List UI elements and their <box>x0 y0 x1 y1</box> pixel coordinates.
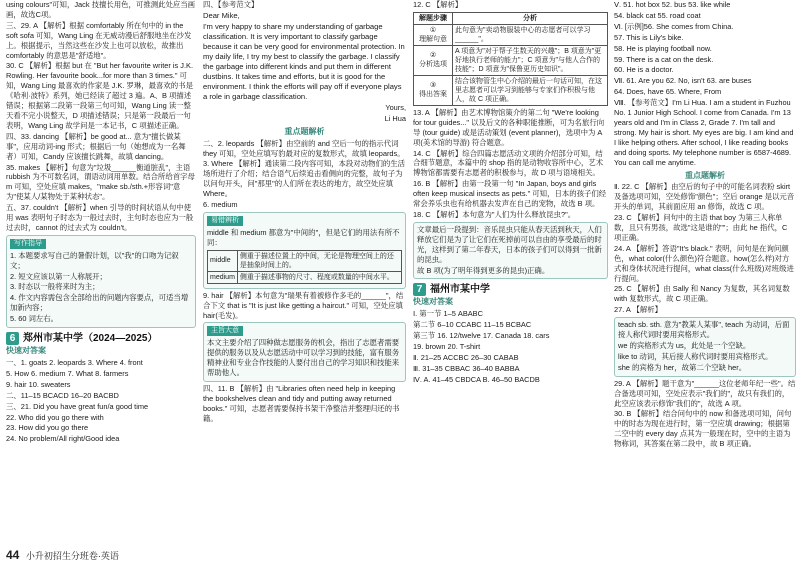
key-analysis-title: 重点题解析 <box>685 170 725 180</box>
answer-line: 59. There is a cat on the desk. <box>614 54 714 64</box>
q29: 29. A 【解析】题干意为"______这位老师年纪一些"。结合备选项可知，空处应表示"我们的"，故只有我们的，此空应该表示修饰"我们的"，故选 A 项。 <box>614 378 796 408</box>
grammar-note: like to 动词，其后接人称代词时要用宾格形式。 <box>618 351 773 361</box>
answer-line: 5. How 6. medium 7. What 8. farmers <box>6 368 129 378</box>
analysis-paragraph: 四、33. dancing 【解析】be good at... 意为"擅长做某事"，应用动词-ing 形式；根据后一句（她想成为一名舞者）可知，Candy 应该擅长跳舞，故填 dancing。 <box>6 131 186 161</box>
key-analysis-title: 重点题解析 <box>284 126 325 136</box>
answer-line: 58. He is playing football now. <box>614 43 712 53</box>
table-cell: 结合该物管生中心介绍的最后一句话可知，在这里志愿者可以学习到能够与专家们作积极与他人，故 C 项正确。 <box>453 75 608 105</box>
q18-explain: 文章最后一段提到：音乐昆虫只能从春天活到秋天，人们释放它们是为了让它们在死掉前可以自由的享受最后的时光，这样到了第二年春天，日本的孩子们可以得到一批新的昆虫。 <box>417 224 602 264</box>
letter-signature: Li Hua <box>384 113 406 123</box>
letter-closing: Yours, <box>385 102 406 112</box>
table-cell: ③ 得出答案 <box>414 75 453 105</box>
answer-line: 第二节 6–10 CCABC 11–15 BCBAC <box>413 320 532 330</box>
letter-paragraph: Dear Mike, <box>203 10 240 20</box>
column-3 <box>413 0 608 544</box>
answer-line: Ⅲ. 31–35 CBBAC 36–40 BABBA <box>413 363 520 373</box>
main-idea-title: 主旨大意 <box>207 326 243 336</box>
q30: 30. B 【解析】结合问句中的 now 和备选项可知，问句中的时态为现在进行时，第一空应填 drawing；根据第二空中的 every day 点其为一般现在时，空中的主语为物称词，其答案在第二段中，故 B 项正确。 <box>614 409 792 449</box>
answer-line: 60. He is a doctor. <box>614 65 674 75</box>
answer-line: 23. How did you go there <box>6 423 89 433</box>
analysis-paragraph: 三、29. A 【解析】根据 comfortably 所在句中的 in the soft sofa 可知，Wang Ling 在无威动漫后舒服地坐在沙发上。根据提示，当然这些在沙发上也可以放松，故推出 comfortably 的意思是"舒适地"。 <box>6 20 192 60</box>
table-cell: medium <box>208 271 238 283</box>
steps-table <box>413 12 608 106</box>
writing-guide-item: 5. 60 词左右。 <box>10 314 59 324</box>
answer-line: 24. No problem/All right/Good idea <box>6 434 120 444</box>
analysis-paragraph: 27. A 【解析】 <box>614 305 663 315</box>
letter-heading: 四、【参考范文】 <box>203 0 259 9</box>
writing-guide-item: 1. 本题要求写自己的暑假计划，以"我"的口吻为记叙文； <box>10 250 179 270</box>
answer-line: Ⅱ. 21–25 ACCBC 26–30 CABAB <box>413 352 519 362</box>
analysis-paragraph: 23. C 【解析】问句中的主语 that boy 为第三人称单数，且只有男孩，故选"这是谁的""；由此 he 指代，C 项正确。 <box>614 213 788 242</box>
answer-line: Ⅳ. A. 41–45 CBDCA B. 46–50 BACDB <box>413 374 540 384</box>
q18-explain-box <box>413 222 608 280</box>
table-row <box>208 271 402 283</box>
analysis-paragraph: 3. Where 【解析】通读第二段内容可知，本段对动物们的生活场所进行了介绍；结合语气后续追击看侧向的完整，故句子为以问句开头，问"那里"的人们所在表达的地方，故空处应填 Where。 <box>203 159 406 199</box>
q18-conclusion: 故 B 项(为了明年得到更多的昆虫)正确。 <box>417 265 550 275</box>
writing-guide-item: 4. 作文内容需包含全部给出的问题内容要点，可适当增加新内容； <box>10 293 189 313</box>
writing-guide-item: 3. 时态以一般将来时为主； <box>10 282 100 292</box>
table-cell: 此句意为"卖动物服装中心的志愿者可以学习______"。 <box>453 24 608 45</box>
column-2 <box>203 0 406 544</box>
analysis-paragraph: 24. A 【解析】答语"It's black." 表明，问句是在询问颜色，what color(什么颜色)符合题意。how(怎么样)对方式和身体状况进行提问，what class(什么班级)对班级进行提问。 <box>614 243 794 283</box>
quick-answers-title: 快速对答案 <box>6 346 46 356</box>
page-footer <box>6 548 119 562</box>
analysis-paragraph: 25. C 【解析】由 Sally 和 Nancy 为复数，其名词复数 with 复数形式，故 C 项正确。 <box>614 284 790 304</box>
book-title: 小升初招生分班卷·英语 <box>25 551 119 561</box>
table-cell: ② 分析选项 <box>414 45 453 75</box>
tip-title: 易错辨析 <box>207 216 243 226</box>
q11: 四、11. B 【解析】由 "Libraries often need help in keeping the bookshelves clean and tidy and putting away returned books." 可知，志愿者需要保持书架干净整洁并整理归还的书籍。 <box>203 383 400 423</box>
analysis-paragraph: using colours"可知，Jack 技擅长用色，可推测此处应当画画，故选C项。 <box>6 0 196 19</box>
answer-line: 57. This is Lily's bike. <box>614 32 684 42</box>
q18: 18. C 【解析】本句意为"人们为什么释放昆虫?"。 <box>413 209 576 219</box>
column-4 <box>614 0 796 544</box>
table-row <box>414 45 608 75</box>
answer-line: 64. Does, have 65. Where, From <box>614 87 722 97</box>
answer-line: 第三节 16. 12/twelve 17. Canada 18. cars <box>413 331 550 341</box>
grammar-note: teach sb. sth. 意为"教某人某事", teach 为动词，后面接人称代词时要用宾格形式。 <box>618 320 790 340</box>
grammar-tree-box <box>614 317 796 377</box>
main-idea-text: 本文主要介绍了四种做志愿服务的机会，指出了志愿者需要提供的服务以及从志愿活动中可以学习到的技能，富有服务精神业和专业合作技能的人要付出自己的学习知识和技能来帮助他人。 <box>207 338 400 378</box>
table-header: 解题步骤 <box>414 12 453 24</box>
q14: 14. C 【解析】综合四篇志愿活动文项的介绍部分可知，结合细节题意，本篇中的 shop 指的是动物收容所中心，艺术博物馆都需要有志愿者的积极参与，故 D 项与语境相关。 <box>413 148 604 178</box>
answer-line: 54. black cat 55. road coat <box>614 10 701 20</box>
school-7-header <box>413 283 608 296</box>
school-name: 福州市某中学 <box>430 283 490 295</box>
table-cell: A 项意为"对于帮子生数天的兴趣"；B 项意为"更好地执行老师的能力"；C 项意为"与他人合作的技能"；D 项意为"保鲁更历史知识"。 <box>453 45 608 75</box>
analysis-paragraph: 二、2. leopards 【解析】由空前的 and 空后一句的指示代词 they 可知，空处应填写豹最对应的复数形式，故填 leopards。 <box>203 138 405 158</box>
answer-line: Ⅶ. 61. Are you 62. No, isn't 63. are buses <box>614 76 752 86</box>
answer-line: 三、21. Did you have great fun/a good time <box>6 401 149 411</box>
table-cell: 侧重于描述位置上的中间，无论是物理空间上的还是抽象时间上的。 <box>237 250 401 271</box>
analysis-paragraph: 五、37. couldn't 【解析】when 引导的时间状语从句中使用 was 表明句子时态为一般过去时，主句时态也应为一般过去时，cannot 的过去式为 couldn't。 <box>6 203 194 232</box>
analysis-paragraph: Ⅱ. 22. C 【解析】由空后的句子中的可能名词表粉 skirt 及备选项可知，空处修饰"颜色"；空后 orange 是以元音开头的单词，其前面应用 an 修饰，故选 C 项。 <box>614 182 795 212</box>
writing-guide-title: 写作指导 <box>10 239 46 249</box>
table-cell: ① 理解句意 <box>414 24 453 45</box>
answer-line: Ⅰ. 第一节 1–5 ABABC <box>413 309 483 319</box>
answer-line: 二、11–15 BCACD 16–20 BACBD <box>6 390 119 400</box>
quick-answers-title: 快速对答案 <box>413 297 453 307</box>
letter-paragraph: I'm very happy to share my understanding of garbage classification. It is very important to classify garbage because it can be very good for environmental protection. In my daily life, I try my best to classify the garbage. I classify the garbage into different kinds and put them in different dustbins. It takes time and efforts, but it is good for the environment. I think the efforts will pay off if everyone plays a role in garbage classification. <box>203 21 405 101</box>
answer-line: Ⅴ. 51. hot box 52. bus 53. like while <box>614 0 731 9</box>
answer-line: 9. hair 10. sweaters <box>6 379 71 389</box>
q13: 13. A 【解析】由艺术博物馆策介的第二句 "We're looking for tour guides..." 以及后文的各种职能推断，可为名旅行向导 (tour guide) 或是活动策划 (event planner)，选项中为 A 项(美术馆的导游) 符合题意。 <box>413 107 605 147</box>
answer-line: Ⅷ. 【参考范文】I'm Li Hua. I am a student in Fuzhou No. 1 Junior High School. I come from Canada. I'm 13 years old and I'm in Class 2, Grade 7. I'm tall and strong. My hair is short. My eyes are big. I am kind and I like helping others. After school, I like reading books and doing sports. My telephone number is 6587-4689. You can call me anytime. <box>614 98 794 167</box>
school-6-header <box>6 332 196 345</box>
table-header: 分析 <box>453 12 608 24</box>
analysis-paragraph: 35. makes 【解析】句意为"垃圾______衡道脏乱"，主语 rubbish 为不可数名词，谓语动词用单数。结合所给首字母 m 可知，空处应填 makes，"make sb./sth.+形容词"意为"使某人/某物处于某种状态"。 <box>6 162 195 202</box>
school-number: 7 <box>413 283 426 296</box>
analysis-paragraph: 6. medium <box>203 200 238 210</box>
tip-intro: middle 和 medium 都意为"中间的"，但是它们的用法有所不同： <box>207 227 400 247</box>
analysis-paragraph: 30. C 【解析】根据 but 在 "But her favourite writer is J.K. Rowling. Her favourite book...for more than 3 times." 可知，Wang Ling 最喜欢的作家是 J.K. 罗琳，最喜欢的书是《哈利·波特》系列，她已经读了超过 3 遍。A、B 项描述错误；根据第二段第一段第三句可知，Wang Ling 读一整天看不完小说整天，D 项描述错误；只是第一段最后一句表明，Wang Ling 故学问是一本记书，C 项描述正确。 <box>6 61 194 130</box>
grammar-note: we 的宾格形式为 us，此处是一个空缺。 <box>618 341 751 350</box>
q12: 12. C 【解析】 <box>413 0 463 9</box>
table-cell: 侧重于描述事物的尺寸、程度或数量的中间水平。 <box>237 271 401 283</box>
middle-medium-table <box>207 250 402 284</box>
page-number: 44 <box>6 548 20 562</box>
table-cell: middle <box>208 250 238 271</box>
school-name: 郑州市某中学（2024—2025） <box>23 332 158 344</box>
table-row <box>414 75 608 105</box>
school-number: 6 <box>6 332 19 345</box>
table-row <box>208 250 402 271</box>
writing-guide-item: 2. 短文应该以第一人称展开； <box>10 271 107 281</box>
grammar-note: she 的宾格为 her，故第二个空缺 her。 <box>618 362 747 372</box>
q16: 16. B 【解析】由第一段第一句 "In Japan, boys and girls often keep musical insects as pets." 可知，日本的孩子们经常会养乐虫也有给机器去发声在自己的宠物，故选 B 项。 <box>413 179 607 209</box>
column-1 <box>6 0 196 544</box>
tip-box <box>203 212 406 289</box>
answer-line: Ⅵ. [示例]56. She comes from China. <box>614 21 734 31</box>
main-idea-box <box>203 322 406 382</box>
table-row <box>414 24 608 45</box>
writing-guide-box <box>6 235 196 328</box>
answer-line: 19. brown 20. T-shirt <box>413 342 481 352</box>
answer-line: 一、1. goats 2. leopards 3. Where 4. front <box>6 358 143 367</box>
q9: 9. hair 【解析】本句意为"瑞果有着被修作多毛的______"，结合下文 that is "It is just like getting a haircut." 可知，空处应填 hair(毛发)。 <box>203 290 404 320</box>
answer-line: 22. Who did you go there with <box>6 412 104 422</box>
